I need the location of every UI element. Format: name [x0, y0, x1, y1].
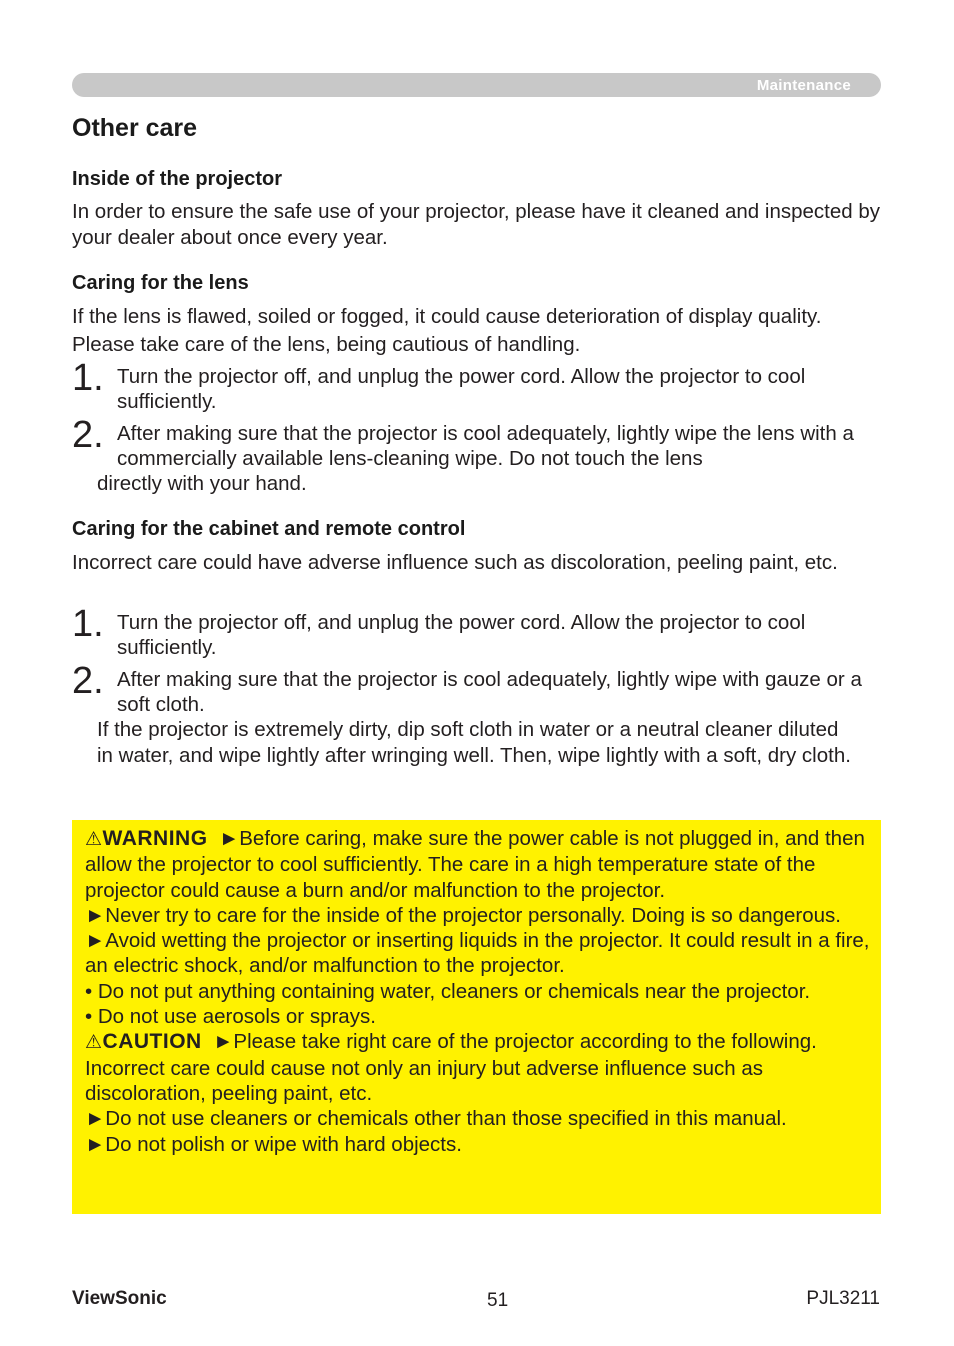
cabinet-step-2-continuation: If the projector is extremely dirty, dip soft cloth in water or a neutral cleaner diluted in water, and wipe lightly after wringing well. Then, wipe lightly with a soft, dry cloth. [97, 718, 851, 767]
caution-item: ►Do not polish or wipe with hard objects. [85, 1132, 462, 1156]
cabinet-text: Incorrect care could have adverse influence such as discoloration, peeling paint, etc. [72, 551, 838, 574]
step-text: Turn the projector off, and unplug the power cord. Allow the projector to cool sufficiently. [117, 365, 806, 413]
lens-step-2-continuation: directly with your hand. [97, 472, 307, 495]
warning-lead [85, 826, 875, 903]
step-number: 1. [72, 357, 104, 399]
warning-first-text: ►Before caring, make sure the power cable is not plugged in, and then allow the projector to cool sufficiently. The care in a high temperature state of the projector could cause a burn and/or malfunction to the projector. [85, 827, 865, 902]
warning-item: ►Never try to care for the inside of the projector personally. Doing is so dangerous. [85, 903, 842, 927]
lens-heading: Caring for the lens [72, 272, 249, 294]
step-text: After making sure that the projector is cool adequately, lightly wipe with gauze or a soft cloth. [117, 668, 862, 716]
warning-item: • Do not use aerosols or sprays. [85, 1005, 376, 1029]
caution-tag [85, 1030, 202, 1053]
page-title: Other care [72, 114, 198, 142]
footer-model: PJL3211 [806, 1288, 880, 1309]
page-number: 51 [487, 1290, 509, 1311]
section-label: Maintenance [756, 77, 851, 94]
footer-brand: ViewSonic [72, 1288, 167, 1309]
step-text: After making sure that the projector is cool adequately, lightly wipe the lens with a commercially available lens-cleaning wipe. Do not touch the lens [117, 422, 854, 470]
section-header-bar [72, 73, 881, 97]
warning-tag [85, 827, 208, 850]
warning-item: ►Avoid wetting the projector or inserting liquids in the projector. It could result in a fire, an electric shock, and/or malfunction to the projector. [85, 929, 870, 978]
step-number: 2. [72, 660, 104, 702]
warning-box [72, 820, 881, 1214]
caution-first-text: ►Please take right care of the projector according to the following. Incorrect care could cause not only an injury but adverse influence such as discoloration, peeling paint, etc. [85, 1030, 817, 1105]
warning-text [85, 826, 875, 1157]
warning-label: WARNING [102, 827, 208, 850]
caution-item: ►Do not use cleaners or chemicals other than those specified in this manual. [85, 1107, 787, 1131]
step-number: 1. [72, 603, 104, 645]
warning-item: • Do not put anything containing water, cleaners or chemicals near the projector. [85, 979, 811, 1003]
inside-text: In order to ensure the safe use of your projector, please have it cleaned and inspected by your dealer about once every year. [72, 200, 880, 249]
caution-label: CAUTION [102, 1030, 202, 1054]
lens-text: If the lens is flawed, soiled or fogged, it could cause deterioration of display quality. Please take care of the lens, being cautious of handling. [72, 305, 822, 356]
cabinet-heading: Caring for the cabinet and remote control [72, 518, 466, 540]
warning-triangle-icon: ⚠ [85, 829, 103, 850]
inside-heading: Inside of the projector [72, 168, 283, 190]
step-text: Turn the projector off, and unplug the power cord. Allow the projector to cool sufficiently. [117, 611, 806, 659]
caution-lead [85, 1029, 875, 1106]
caution-triangle-icon: ⚠ [85, 1032, 103, 1054]
step-number: 2. [72, 414, 104, 456]
